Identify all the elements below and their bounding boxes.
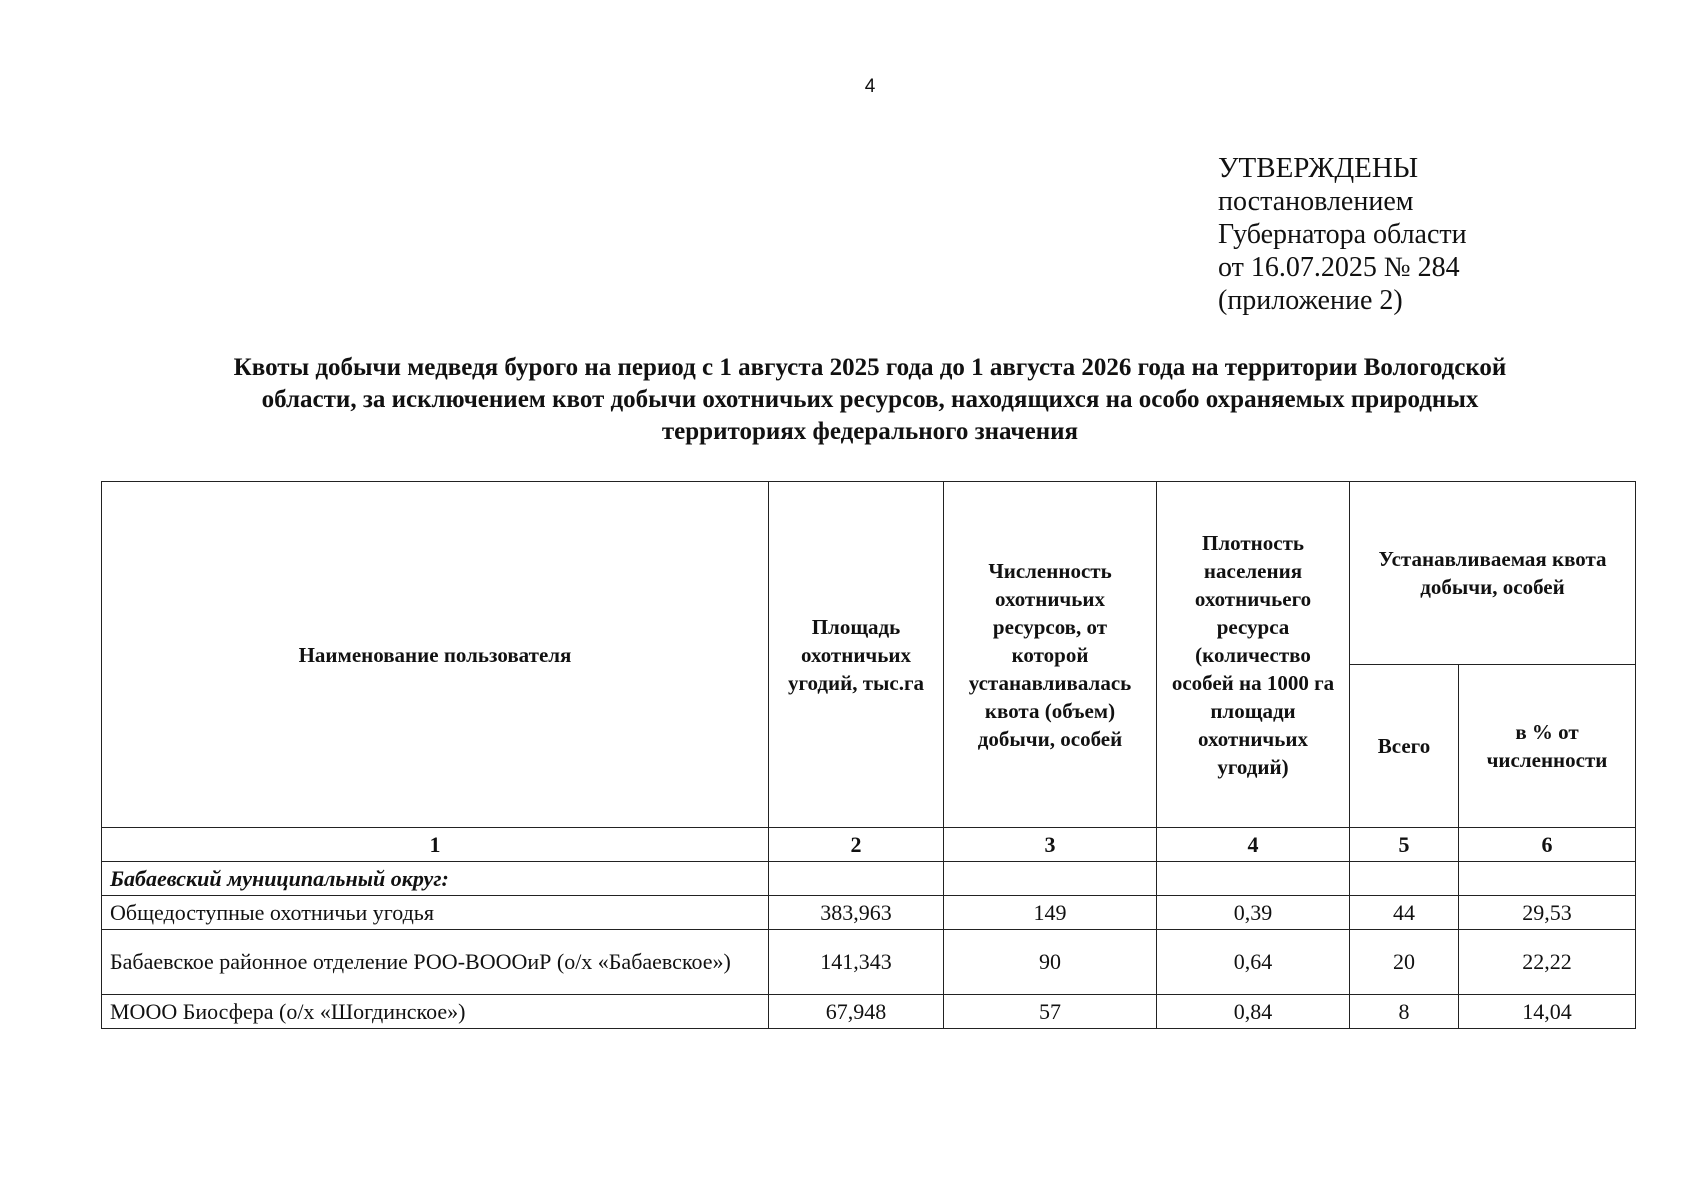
column-number: 6 xyxy=(1459,828,1636,862)
group-row xyxy=(102,862,1636,896)
column-number: 1 xyxy=(102,828,769,862)
empty-cell xyxy=(1459,862,1636,896)
user-name-cell: МООО Биосфера (о/х «Шогдинское») xyxy=(102,995,769,1029)
approval-line: (приложение 2) xyxy=(1218,285,1403,316)
title-line: области, за исключением квот добычи охотничьих ресурсов, находящихся на особо охраняемых природных xyxy=(261,386,1479,413)
user-name-cell: Бабаевское районное отделение РОО-ВОООиР (о/х «Бабаевское») xyxy=(102,930,769,995)
column-number: 3 xyxy=(944,828,1157,862)
table-row xyxy=(102,995,1636,1029)
header-quota: Устанавливаемая квота добычи, особей xyxy=(1350,482,1636,665)
header-density: Плотность населения охотничьего ресурса (количество особей на 1000 га площади охотничьих угодий) xyxy=(1157,482,1350,828)
header-name: Наименование пользователя xyxy=(102,482,769,828)
column-number: 4 xyxy=(1157,828,1350,862)
quota-table xyxy=(101,481,1636,1029)
header-quota-percent: в % от численности xyxy=(1459,665,1636,828)
empty-cell xyxy=(944,862,1157,896)
column-number-row xyxy=(102,828,1636,862)
approval-line: постановлением xyxy=(1218,186,1414,217)
quota-percent-cell: 29,53 xyxy=(1459,896,1636,930)
title-line: Квоты добычи медведя бурого на период с 1 августа 2025 года до 1 августа 2026 года на территории Вологодской xyxy=(233,354,1507,381)
population-cell: 149 xyxy=(944,896,1157,930)
quota-percent-cell: 22,22 xyxy=(1459,930,1636,995)
approval-heading: УТВЕРЖДЕНЫ xyxy=(1218,152,1419,184)
population-cell: 90 xyxy=(944,930,1157,995)
quota-total-cell: 8 xyxy=(1350,995,1459,1029)
population-cell: 57 xyxy=(944,995,1157,1029)
quota-total-cell: 20 xyxy=(1350,930,1459,995)
quota-total-cell: 44 xyxy=(1350,896,1459,930)
empty-cell xyxy=(769,862,944,896)
table-row xyxy=(102,930,1636,995)
column-number: 2 xyxy=(769,828,944,862)
column-number: 5 xyxy=(1350,828,1459,862)
approval-line: Губернатора области xyxy=(1218,219,1467,250)
header-area: Площадь охотничьих угодий, тыс.га xyxy=(769,482,944,828)
empty-cell xyxy=(1350,862,1459,896)
title-line: территориях федерального значения xyxy=(661,418,1079,445)
header-population: Численность охотничьих ресурсов, от которой устанавливалась квота (объем) добычи, особей xyxy=(944,482,1157,828)
density-cell: 0,39 xyxy=(1157,896,1350,930)
density-cell: 0,84 xyxy=(1157,995,1350,1029)
header-quota-total: Всего xyxy=(1350,665,1459,828)
area-cell: 141,343 xyxy=(769,930,944,995)
group-name: Бабаевский муниципальный округ: xyxy=(102,862,769,896)
approval-line: от 16.07.2025 № 284 xyxy=(1218,252,1460,283)
area-cell: 383,963 xyxy=(769,896,944,930)
approval-block xyxy=(1218,152,1467,317)
quota-percent-cell: 14,04 xyxy=(1459,995,1636,1029)
empty-cell xyxy=(1157,862,1350,896)
user-name-cell: Общедоступные охотничьи угодья xyxy=(102,896,769,930)
density-cell: 0,64 xyxy=(1157,930,1350,995)
page-number: 4 xyxy=(864,76,876,97)
document-title xyxy=(120,352,1620,448)
table-row xyxy=(102,896,1636,930)
area-cell: 67,948 xyxy=(769,995,944,1029)
